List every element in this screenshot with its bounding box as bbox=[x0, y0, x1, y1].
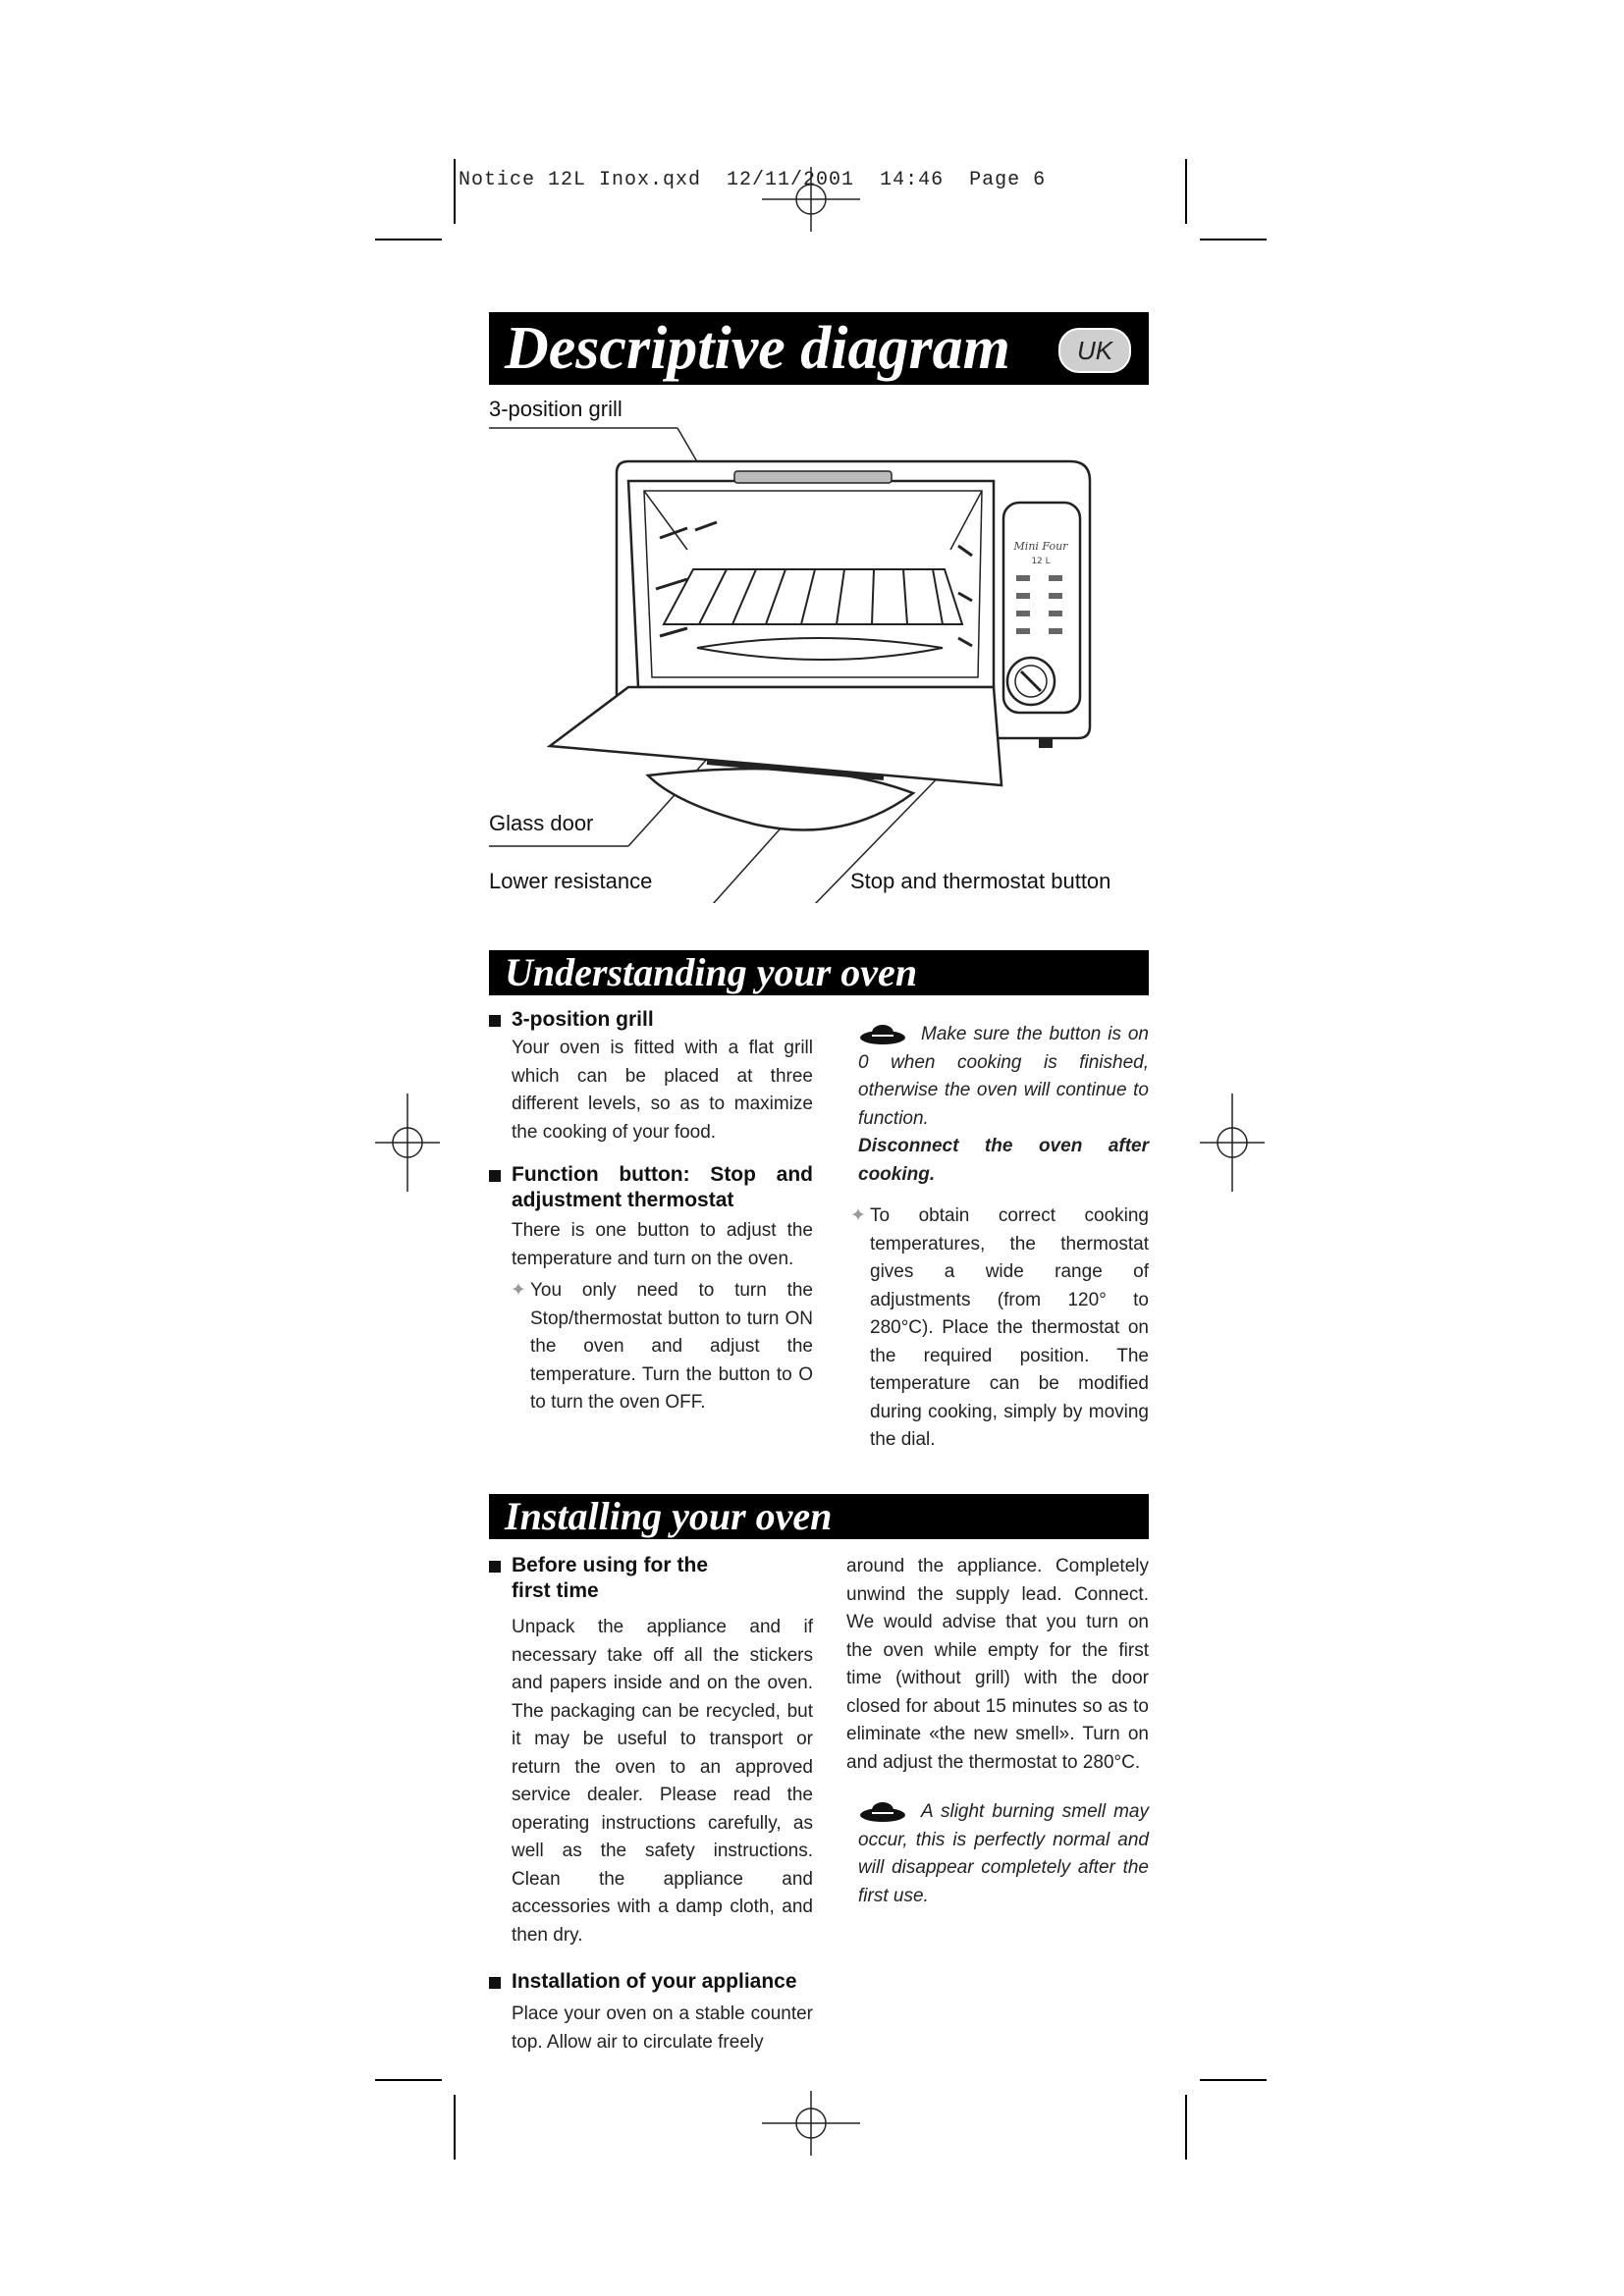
oven-capacity: 12 L bbox=[1031, 557, 1051, 566]
understanding-right-column bbox=[850, 1021, 1149, 1455]
oven-brand: Mini Four bbox=[1013, 540, 1068, 553]
crop-mark bbox=[454, 2095, 456, 2160]
registration-mark-right bbox=[1200, 1094, 1265, 1192]
installation-heading: Installation of your appliance bbox=[489, 1969, 813, 1995]
understanding-banner bbox=[489, 950, 1149, 995]
installing-right-column bbox=[846, 1553, 1149, 1910]
before-using-text: Unpack the appliance and if necessary take off all the stickers and papers inside and on the oven. The packaging can be recycled, but it may be useful to transport or return the oven to an approved service dealer. Please read the operating instructions carefully, as well as the safety instructions. Clean the appliance and accessories with a damp cloth, and then dry. bbox=[512, 1617, 813, 1946]
thermostat-tip bbox=[850, 1202, 1149, 1455]
disconnect-warning: Disconnect the oven after cooking. bbox=[858, 1136, 1149, 1185]
thermostat-dial bbox=[1007, 658, 1055, 705]
descriptive-diagram-title: Descriptive diagram bbox=[505, 315, 1010, 382]
registration-mark-top bbox=[762, 167, 860, 232]
label-lower-resistance: Lower resistance bbox=[489, 869, 653, 893]
understanding-left-column bbox=[489, 1007, 813, 1417]
crop-mark bbox=[375, 2079, 442, 2081]
crop-mark bbox=[375, 239, 442, 240]
grill-text: Your oven is fitted with a flat grill which can be placed at three different levels, so as to maximize the cooking of your food. bbox=[512, 1038, 813, 1143]
crop-mark bbox=[1185, 2095, 1187, 2160]
note-hand-icon bbox=[858, 1024, 907, 1045]
installing-note-text: A slight burning smell may occur, this is perfectly normal and will disappear completely after the first use. bbox=[858, 1801, 1149, 1906]
function-heading: Function button: Stop and adjustment thermostat bbox=[489, 1162, 813, 1213]
tip-star-icon: ✦ bbox=[850, 1205, 866, 1226]
function-tip-text: You only need to turn the Stop/thermostat button to turn ON the oven and adjust the temperature. Turn the button to O to turn the oven OFF. bbox=[530, 1280, 813, 1413]
function-text: There is one button to adjust the temperature and turn on the oven. bbox=[512, 1220, 813, 1269]
installing-title: Installing your oven bbox=[505, 1494, 833, 1538]
grill-heading: 3-position grill bbox=[489, 1007, 813, 1033]
descriptive-diagram-banner bbox=[489, 312, 1149, 385]
note-hand-icon bbox=[858, 1801, 907, 1823]
label-grill: 3-position grill bbox=[489, 397, 623, 421]
before-using-heading: Before using for the first time bbox=[489, 1553, 708, 1604]
understanding-note-text: Make sure the button is on 0 when cooking is finished, otherwise the oven will continue to function. bbox=[858, 1024, 1149, 1129]
installing-continued-text: around the appliance. Completely unwind the supply lead. Connect. We would advise that you turn on the oven while empty for the first time (without grill) with the door closed for about 15 minutes so as to eliminate «the new smell». Turn on and adjust the thermostat to 280°C. bbox=[846, 1556, 1149, 1773]
thermostat-tip-text: To obtain correct cooking temperatures, the thermostat gives a wide range of adjustments (from 120° to 280°C). Place the thermostat on the required position. The temperature can be modified during cooking, simply by moving the dial. bbox=[870, 1205, 1149, 1450]
crop-mark bbox=[454, 159, 456, 224]
tip-star-icon: ✦ bbox=[511, 1280, 526, 1301]
crop-mark bbox=[1200, 2079, 1267, 2081]
language-badge: UK bbox=[1058, 328, 1131, 373]
understanding-title: Understanding your oven bbox=[505, 950, 918, 994]
print-slug: Notice 12L Inox.qxd 12/11/2001 14:46 Page 6 bbox=[459, 169, 1047, 191]
installation-text: Place your oven on a stable counter top. Allow air to circulate freely bbox=[512, 2003, 813, 2053]
crop-mark bbox=[1185, 159, 1187, 224]
label-stop-thermostat: Stop and thermostat button bbox=[850, 869, 1111, 893]
registration-mark-bottom bbox=[762, 2091, 860, 2156]
installing-left-column bbox=[489, 1553, 813, 2056]
oven-illustration bbox=[471, 412, 1159, 903]
understanding-note bbox=[858, 1021, 1149, 1133]
installing-banner bbox=[489, 1494, 1149, 1539]
installing-note bbox=[846, 1798, 1149, 1910]
registration-mark-left bbox=[375, 1094, 440, 1192]
function-tip bbox=[489, 1277, 813, 1417]
label-glass-door: Glass door bbox=[489, 811, 594, 835]
crop-mark bbox=[1200, 239, 1267, 240]
